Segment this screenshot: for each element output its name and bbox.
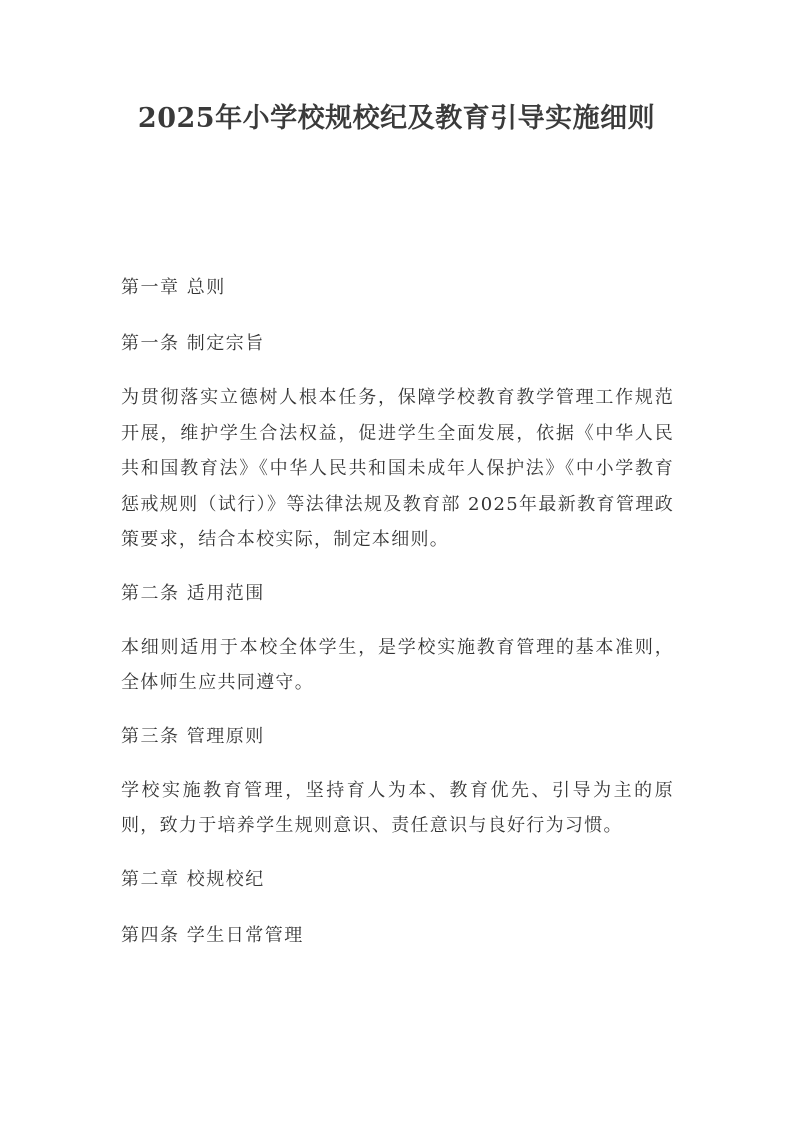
article-2-paragraph: 本细则适用于本校全体学生，是学校实施教育管理的基本准则，全体师生应共同遵守。 xyxy=(121,636,674,693)
article-4-heading: 第四条 学生日常管理 xyxy=(121,924,304,946)
chapter-2-heading: 第二章 校规校纪 xyxy=(121,868,265,890)
chapter-1-heading: 第一章 总则 xyxy=(121,277,226,298)
article-2-heading: 第二条 适用范围 xyxy=(121,582,265,604)
article-3-paragraph: 学校实施教育管理，坚持育人为本、教育优先、引导为主的原则，致力于培养学生规则意识、责任意识与良好行为习惯。 xyxy=(121,779,674,836)
document-title: 2025年小学校规校纪及教育引导实施细则 xyxy=(137,103,656,134)
document-body xyxy=(121,268,674,972)
article-1-paragraph: 为贯彻落实立德树人根本任务，保障学校教育教学管理工作规范开展，维护学生合法权益，促进学生全面发展，依据《中华人民共和国教育法》《中华人民共和国未成年人保护法》《中小学教育惩戒规则（试行）》等法律法规及教育部 2025年最新教育管理政策要求，结合本校实际，制定本细则。 xyxy=(121,387,674,550)
article-1-heading: 第一条 制定宗旨 xyxy=(121,333,265,354)
article-3-heading: 第三条 管理原则 xyxy=(121,725,265,747)
